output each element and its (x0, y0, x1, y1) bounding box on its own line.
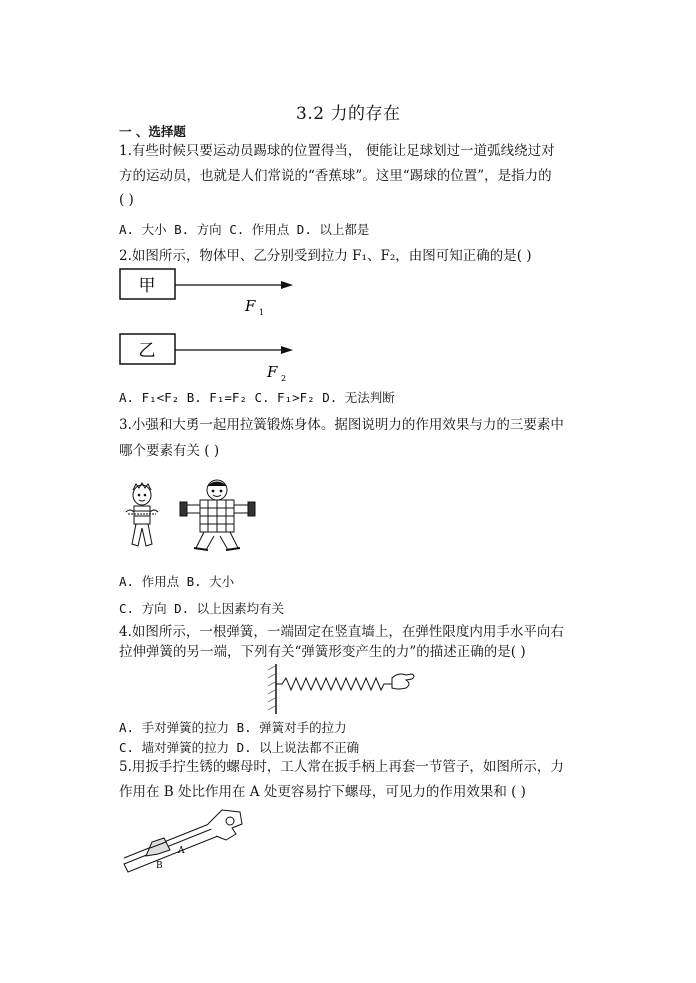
small-boy-figure (126, 483, 158, 546)
q2-stem: 2.如图所示，物体甲、乙分别受到拉力 F₁、F₂，由图可知正确的是( ) (119, 248, 532, 264)
label-point-a: A (178, 846, 185, 856)
box-jia-label: 甲 (138, 276, 156, 296)
q5-line1: 5.用扳手拧生锈的螺母时，工人常在扳手柄上再套一节管子，如图所示，力 (119, 759, 564, 775)
q3-options-row1: A. 作用点 B. 大小 (119, 574, 235, 589)
q1-line2: 方的运动员，也就是人们常说的“香蕉球”。这里“踢球的位置”，是指力的 (119, 168, 552, 184)
label-f2-sub: 2 (281, 374, 287, 383)
q1-line1: 1.有些时候只要运动员踢球的位置得当， 便能让足球划过一道弧线绕过对 (119, 143, 555, 159)
q5-line2: 作用在 B 处比作用在 A 处更容易拧下螺母，可见力的作用效果和 ( ) (119, 784, 526, 800)
q2-force-diagram (115, 266, 315, 386)
q3-line2: 哪个要素有关 ( ) (119, 443, 220, 459)
q4-line2: 拉伸弹簧的另一端，下列有关“弹簧形变产生的力”的描述正确的是( ) (119, 644, 526, 660)
box-yi-label: 乙 (138, 341, 156, 361)
big-man-figure (180, 480, 255, 550)
q3-options-row2: C. 方向 D. 以上因素均有关 (119, 601, 285, 616)
q3-figures-illustration (120, 478, 270, 556)
arrowhead-f2 (281, 346, 293, 354)
q2-options: A. F₁<F₂ B. F₁=F₂ C. F₁>F₂ D. 无法判断 (119, 390, 395, 405)
label-f1-sub: 1 (259, 308, 265, 317)
q4-options-row2: C. 墙对弹簧的拉力 D. 以上说法都不正确 (119, 740, 360, 755)
page-title: 3.2 力的存在 (296, 104, 401, 124)
hand-icon (392, 674, 414, 689)
spring (276, 678, 392, 690)
wall-hatching (268, 666, 275, 710)
arrowhead-f1 (281, 281, 293, 289)
q4-options-row1: A. 手对弹簧的拉力 B. 弹簧对手的拉力 (119, 720, 347, 735)
q1-options: A. 大小 B. 方向 C. 作用点 D. 以上都是 (119, 222, 370, 237)
q4-spring-diagram (266, 662, 416, 716)
q5-wrench-diagram (118, 806, 248, 874)
pipe-sleeve (124, 828, 218, 872)
q1-line3: ( ) (119, 192, 134, 208)
label-f2: F (267, 363, 278, 381)
label-point-b: B (156, 861, 163, 871)
label-f1: F (245, 297, 256, 315)
section-heading: 一 、选择题 (119, 124, 186, 139)
q4-line1: 4.如图所示，一根弹簧，一端固定在竖直墙上，在弹性限度内用手水平向右 (119, 624, 564, 640)
q3-line1: 3.小强和大勇一起用拉簧锻炼身体。据图说明力的作用效果与力的三要素中 (119, 417, 564, 433)
